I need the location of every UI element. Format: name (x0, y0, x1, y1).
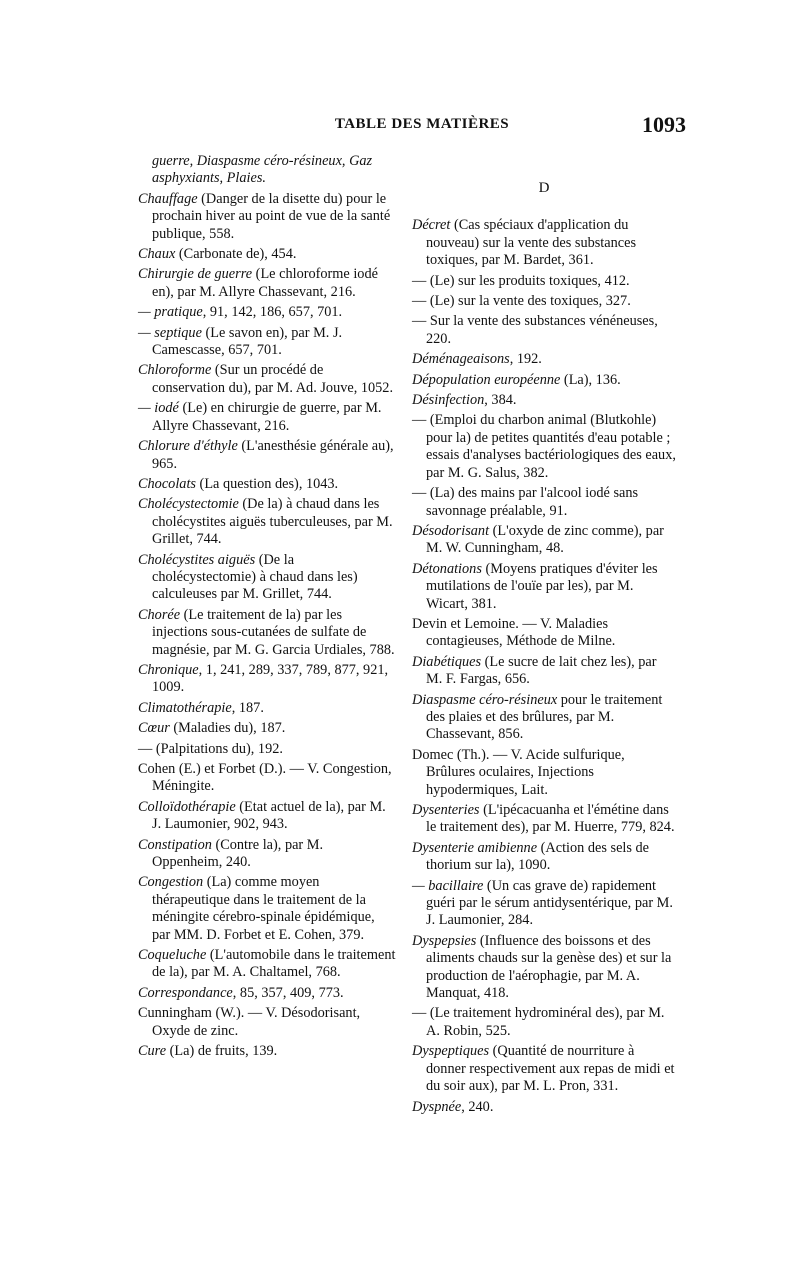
entry-term: — septique (138, 324, 202, 341)
right-column (412, 180, 676, 1119)
entry-text: (Le sucre de lait chez les), par M. F. Fargas, 656. (426, 653, 657, 688)
entry-term: Chlorure d'éthyle (138, 438, 238, 455)
index-entry (138, 153, 396, 188)
entry-term: Diabétiques (412, 653, 482, 670)
entry-term: Décret (412, 217, 451, 234)
index-entry (412, 802, 676, 837)
entry-term: Déménageaisons (412, 351, 510, 368)
entry-text: , 240. (461, 1098, 494, 1115)
entry-text: (Influence des boissons et des aliments chauds sur la genèse des) et sur la production de l'aérophagie, par M. A. Manquat, 418. (426, 932, 672, 1002)
entry-text: , 85, 357, 409, 773. (232, 984, 344, 1001)
entry-term: Dysenterie amibienne (412, 839, 538, 856)
entry-text: (Danger de la disette du) pour le prochain hiver au point de vue de la santé publique, 558. (152, 190, 391, 242)
index-entry (412, 692, 676, 744)
index-entry (138, 700, 396, 717)
entry-term: — bacillaire (412, 877, 484, 894)
entry-text: , 187. (231, 699, 264, 716)
entry-term: Désinfection (412, 392, 485, 409)
index-entry (412, 351, 676, 368)
entry-term: Chocolats (138, 475, 196, 492)
entry-text: (Quantité de nourriture à donner respectivement aux repas de midi et du soir aux), par M. L. Pron, 331. (426, 1043, 675, 1095)
index-entry (138, 761, 396, 796)
index-entry (138, 191, 396, 243)
entry-text: — (Palpitations du), 192. (138, 740, 283, 757)
entry-text: (De la cholécystectomie) à chaud dans les) calculeuses par M. Grillet, 744. (152, 551, 358, 603)
index-entry (138, 985, 396, 1002)
index-entry (412, 878, 676, 930)
entry-term: Correspondance (138, 984, 233, 1001)
index-entry (138, 476, 396, 493)
entry-text: (L'anesthésie générale au), 965. (152, 438, 394, 472)
index-entry (412, 654, 676, 689)
entry-term: — pratique (138, 304, 203, 321)
entry-term: Cure (138, 1043, 167, 1060)
index-entry (138, 400, 396, 435)
index-entry (138, 837, 396, 872)
index-entry (412, 840, 676, 875)
entry-text: (Le chloroforme iodé en), par M. Allyre Chassevant, 216. (152, 266, 378, 300)
entry-text: , 192. (509, 351, 542, 368)
entry-text: (De la) à chaud dans les cholécystites aiguës tuberculeuses, par M. Grillet, 744. (152, 496, 393, 548)
entry-term: — iodé (138, 400, 179, 417)
entry-text: (L'oxyde de zinc comme), par M. W. Cunningham, 48. (426, 522, 664, 557)
entry-term: Constipation (138, 836, 212, 853)
index-entry (138, 1043, 396, 1060)
index-entry (138, 438, 396, 473)
index-entry (138, 720, 396, 737)
index-entry (138, 304, 396, 321)
entry-term: Cholécystites aiguës (138, 551, 256, 568)
entry-text: (La), 136. (560, 371, 621, 388)
entry-text: (Un cas grave de) rapidement guéri par le sérum antidysentérique, par M. J. Laumonier, 284. (426, 877, 673, 929)
entry-term: Chaux (138, 246, 176, 263)
entry-text: pour le traitement des plaies et des brûlures, par M. Chassevant, 856. (426, 691, 663, 743)
index-entry (138, 607, 396, 659)
entry-text: Cunningham (W.). — V. Désodorisant, Oxyde de zinc. (138, 1005, 361, 1039)
index-entry (138, 662, 396, 697)
index-entry (138, 362, 396, 397)
index-entry (138, 552, 396, 604)
entry-text: — (Le) sur la vente des toxiques, 327. (412, 293, 631, 310)
index-entry (138, 947, 396, 982)
entry-text: (L'automobile dans le traitement de la), par M. A. Chaltamel, 768. (152, 947, 396, 981)
entry-text: (Maladies du), 187. (169, 720, 286, 737)
entry-text: (Carbonate de), 454. (175, 246, 297, 263)
entry-term: Chirurgie de guerre (138, 266, 253, 283)
entry-term: Dyspnée (412, 1098, 462, 1115)
entry-text: (Le savon en), par M. J. Camescasse, 657, 701. (152, 324, 343, 359)
index-entry (412, 392, 676, 409)
index-entry (138, 246, 396, 263)
entry-term: Colloïdothérapie (138, 798, 236, 815)
index-entry (412, 372, 676, 389)
entry-term: Dyspeptiques (412, 1043, 490, 1060)
index-entry (138, 1005, 396, 1040)
entry-term: Dyspepsies (412, 932, 477, 949)
entry-text: , 91, 142, 186, 657, 701. (202, 304, 343, 321)
entry-term: Dépopulation européenne (412, 371, 561, 388)
right-entries (412, 217, 676, 1116)
entry-term: Congestion (138, 874, 204, 891)
index-entry (138, 874, 396, 944)
index-entry (412, 313, 676, 348)
index-entry (412, 412, 676, 482)
entry-text: Cohen (E.) et Forbet (D.). — V. Congestion, Méningite. (138, 761, 392, 795)
entry-text: — (La) des mains par l'alcool iodé sans savonnage préalable, 91. (412, 485, 639, 519)
entry-text: guerre, Diaspasme céro-résineux, Gaz asphyxiants, Plaies. (152, 153, 373, 187)
entry-text: (Le) en chirurgie de guerre, par M. Allyre Chassevant, 216. (152, 400, 382, 434)
index-entry (138, 325, 396, 360)
entry-term: Cœur (138, 720, 170, 737)
entry-term: Diaspasme céro-résineux (412, 691, 558, 708)
entry-term: Dysenteries (412, 802, 480, 818)
entry-text: (Cas spéciaux d'application du nouveau) sur la vente des substances toxiques, par M. Bardet, 361. (426, 217, 637, 269)
index-entry (412, 561, 676, 613)
running-title: TABLE DES MATIÈRES (334, 116, 510, 132)
entry-term: Chauffage (138, 190, 198, 207)
entry-text: — (Emploi du charbon animal (Blutkohle) pour la) de petites quantités d'eau potable ; essais d'analyses bactériologiques des eaux, par M. G. Salus, 382. (412, 412, 676, 481)
entry-text: (Contre la), par M. Oppenheim, 240. (152, 836, 324, 871)
section-letter: D (538, 180, 550, 196)
entry-text: (Moyens pratiques d'éviter les mutilations de l'ouïe par les), par M. Wicart, 381. (426, 560, 658, 612)
page-header (136, 112, 686, 140)
entry-text: (Le traitement de la) par les injections sous-cutanées de sulfate de magnésie, par M. G. Garcia Urdiales, 788. (152, 606, 395, 658)
entry-term: Chorée (138, 606, 181, 623)
entry-text: Domec (Th.). — V. Acide sulfurique, Brûlures oculaires, Injections hypodermiques, Lait. (412, 746, 625, 798)
index-entry (412, 747, 676, 799)
entry-term: Chronique (138, 661, 199, 678)
index-entry (412, 933, 676, 1003)
entry-text: , 384. (484, 392, 517, 409)
index-entry (138, 741, 396, 758)
entry-text: — (Le traitement hydrominéral des), par M. A. Robin, 525. (412, 1005, 665, 1039)
index-entry (138, 266, 396, 301)
entry-text: (L'ipécacuanha et l'émétine dans le traitement des), par M. Huerre, 779, 824. (426, 802, 675, 836)
entry-text: (Sur un procédé de conservation du), par M. Ad. Jouve, 1052. (152, 362, 394, 396)
index-entry (412, 1099, 676, 1116)
entry-text: (Action des sels de thorium sur la), 1090. (426, 839, 650, 874)
entry-term: Coqueluche (138, 947, 207, 964)
entry-text: (La) comme moyen thérapeutique dans le traitement de la méningite cérebro-spinale épidémique, par MM. D. Forbet et E. Cohen, 379. (152, 874, 375, 943)
entry-text: , 1, 241, 289, 337, 789, 877, 921, 1009. (152, 661, 389, 696)
index-entry (412, 1043, 676, 1095)
index-entry (412, 485, 676, 520)
index-entry (412, 1005, 676, 1040)
entry-term: Chloroforme (138, 362, 212, 379)
index-entry (412, 523, 676, 558)
index-entry (412, 293, 676, 310)
entry-text: (La) de fruits, 139. (166, 1043, 278, 1060)
entry-term: Désodorisant (412, 522, 490, 539)
page-number: 1093 (642, 112, 686, 137)
entry-text: Devin et Lemoine. — V. Maladies contagieuses, Méthode de Milne. (412, 615, 616, 650)
entry-term: Climatothérapie (138, 699, 232, 716)
entry-text: — (Le) sur les produits toxiques, 412. (412, 272, 630, 289)
entry-text: — Sur la vente des substances vénéneuses, 220. (412, 313, 658, 347)
index-entry (138, 496, 396, 548)
index-entry (412, 273, 676, 290)
entry-text: (Etat actuel de la), par M. J. Laumonier, 902, 943. (152, 798, 386, 833)
entry-term: Cholécystectomie (138, 496, 239, 513)
index-entry (138, 799, 396, 834)
left-column (138, 153, 396, 1064)
entry-term: Détonations (412, 560, 482, 577)
index-entry (412, 217, 676, 269)
entry-text: (La question des), 1043. (195, 475, 339, 492)
index-entry (412, 616, 676, 651)
